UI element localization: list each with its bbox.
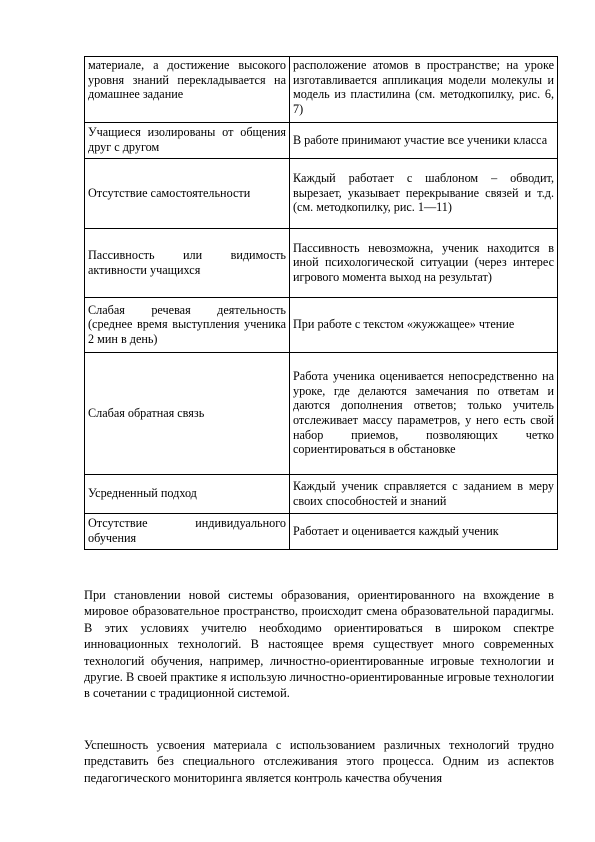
table-row [85,123,558,159]
table-row [85,514,558,550]
table-row [85,298,558,353]
table-row [85,353,558,475]
body-paragraph: Успешность усвоения материала с использованием различных технологий трудно представить без специального отслеживания этого процесса. Одним из аспектов педагогического мониторинга является контроль качества обучения [84,738,554,785]
table-cell-traditional: Усредненный подход [85,475,290,514]
table-row [85,159,558,229]
table-cell-innovative: При работе с текстом «жужжащее» чтение [290,298,558,353]
table-cell-innovative: В работе принимают участие все ученики класса [290,123,558,159]
table-cell-innovative: расположение атомов в пространстве; на уроке изготавливается аппликация модели молекулы и модель из пластилина (см. методкопилку, рис. 6, 7) [290,57,558,123]
table-cell-traditional: материале, а достижение высокого уровня знаний перекладывается на домашнее задание [85,57,290,123]
table-cell-innovative: Работа ученика оценивается непосредственно на уроке, где делаются замечания по ответам и даются дополнения ответов; только учитель отслеживает массу параметров, у него есть свой набор приемов, позволяющих четко сориентироваться в обстановке [290,353,558,475]
body-paragraph: При становлении новой системы образования, ориентированного на вхождение в мировое образовательное пространство, происходит смена образовательной парадигмы. В этих условиях учителю необходимо ориентироваться в широком спектре инновационных технологий. В настоящее время существует много современных технологий обучения, например, личностно-ориентированные игровые технологии и другие. В своей практике я использую личностно-ориентированные игровые технологии в сочетании с традиционной системой. [84,588,554,701]
table-cell-innovative: Каждый работает с шаблоном – обводит, вырезает, указывает перекрывание связей и т.д. (см. методкопилку, рис. 1—11) [290,159,558,229]
table-cell-traditional: Отсутствие индивидуального обучения [85,514,290,550]
table-cell-traditional: Отсутствие самостоятельности [85,159,290,229]
table-row [85,229,558,298]
table-cell-traditional: Учащиеся изолированы от общения друг с другом [85,123,290,159]
table-cell-traditional: Слабая речевая деятельность (среднее время выступления ученика 2 мин в день) [85,298,290,353]
table-cell-traditional: Пассивность или видимость активности учащихся [85,229,290,298]
table-row [85,57,558,123]
table-cell-innovative: Каждый ученик справляется с заданием в меру своих способностей и знаний [290,475,558,514]
table-cell-innovative: Работает и оценивается каждый ученик [290,514,558,550]
table-cell-traditional: Слабая обратная связь [85,353,290,475]
table-cell-innovative: Пассивность невозможна, ученик находится в иной психологической ситуации (через интерес игрового момента выход на результат) [290,229,558,298]
table-row [85,475,558,514]
comparison-table [84,56,558,550]
